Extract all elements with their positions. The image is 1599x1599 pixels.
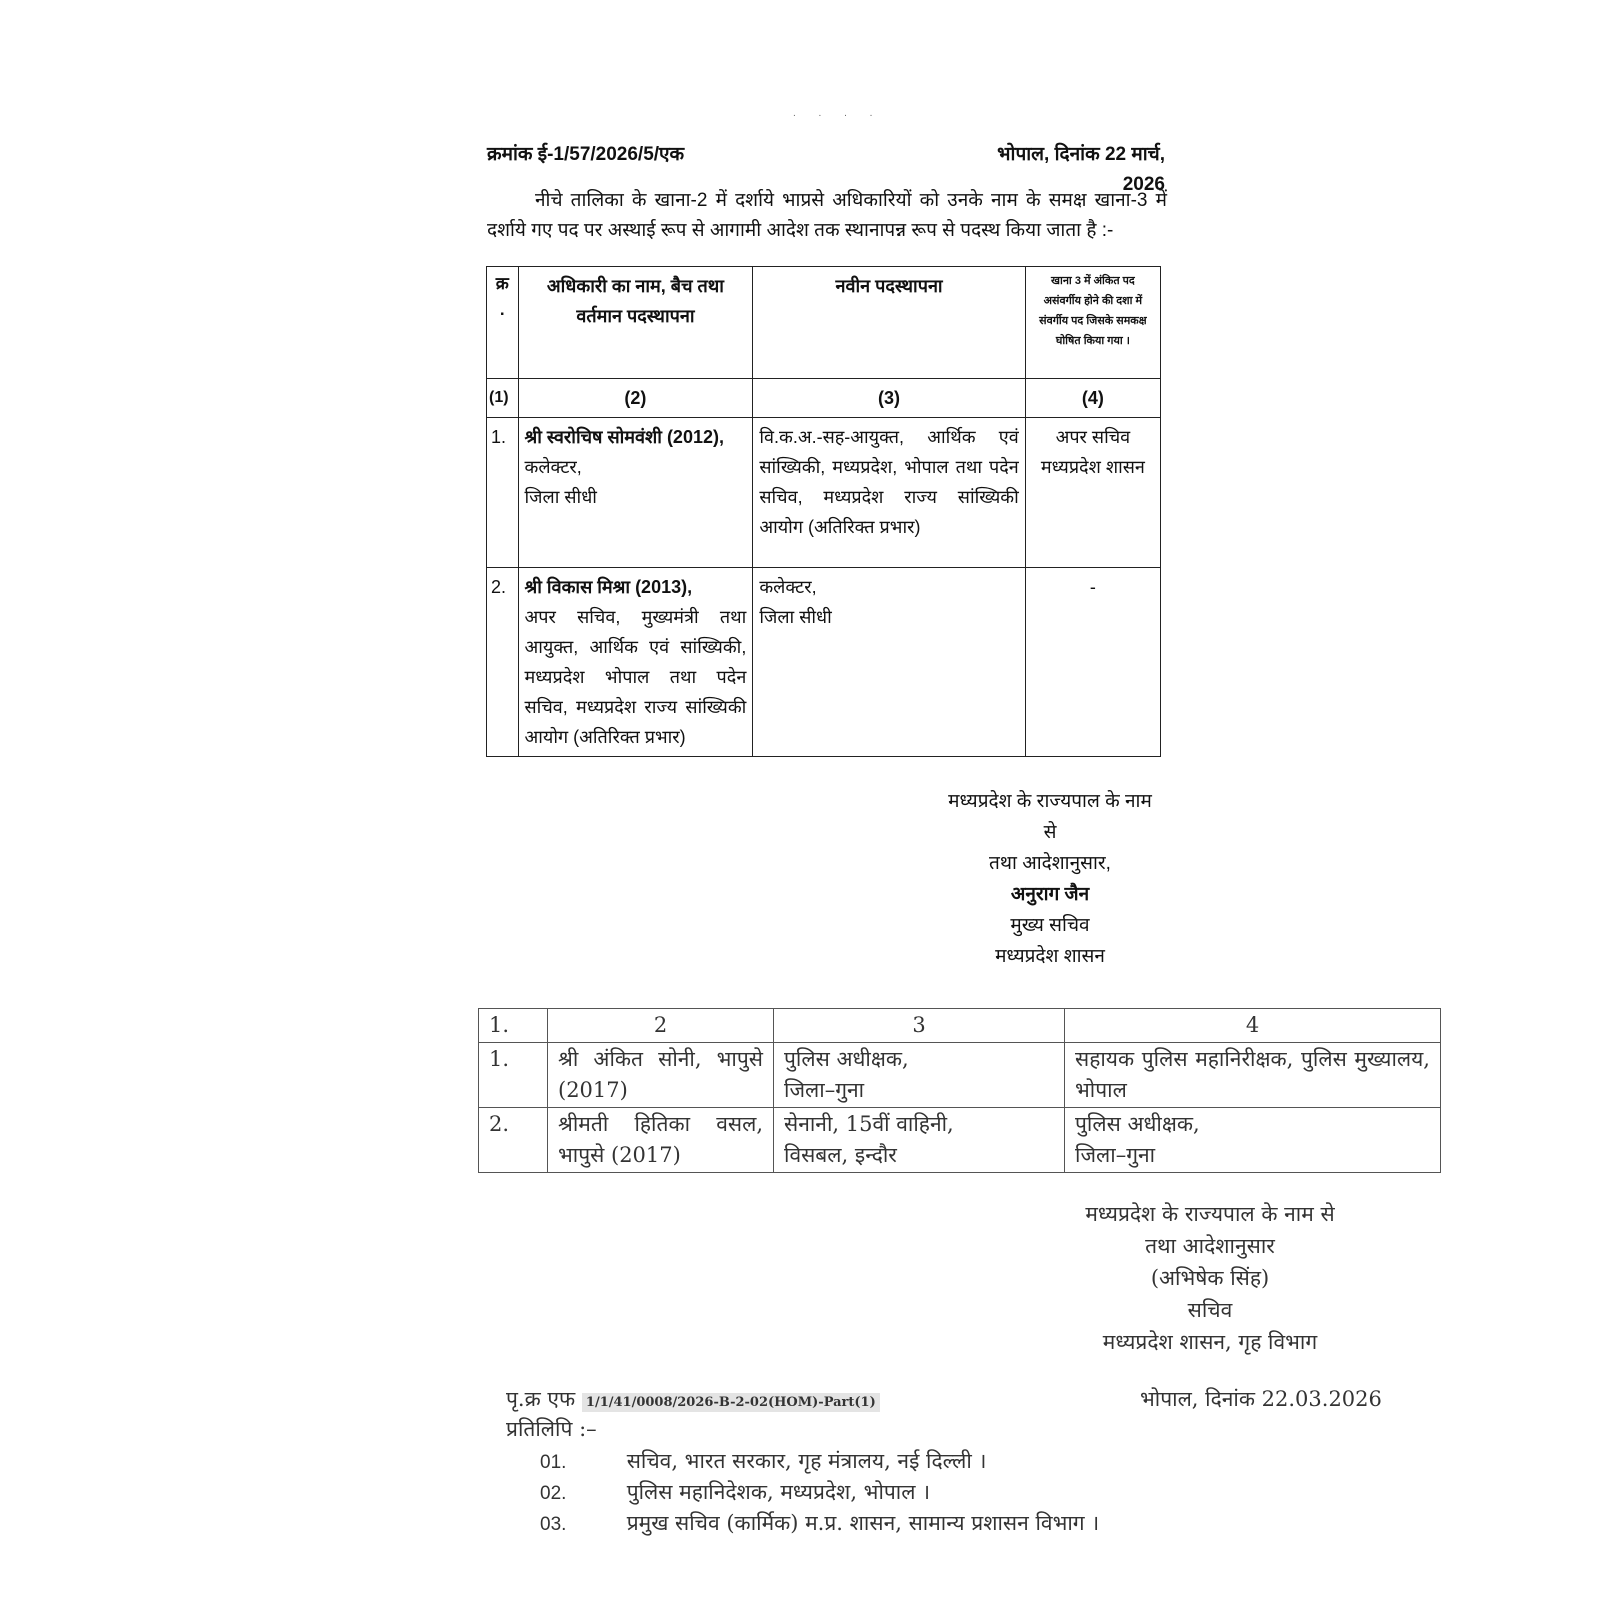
header-equivalent-post: खाना 3 में अंकित पद असंवर्गीय होने की दशा में संवर्गीय पद जिसके समकक्ष घोषित किया गया । bbox=[1025, 267, 1160, 379]
officer-name: श्री विकास मिश्रा (2013), bbox=[524, 577, 693, 597]
header-dots: . . . . bbox=[793, 108, 883, 119]
copy-recipient: पुलिस महानिदेशक, मध्यप्रदेश, भोपाल । bbox=[626, 1480, 931, 1504]
intro-line-2: पद पर अस्थाई रूप से आगामी आदेश तक स्थानापन्न रूप से पदस्थ किया जाता है :- bbox=[557, 220, 1114, 241]
sig2-line1: मध्यप्रदेश के राज्यपाल के नाम से bbox=[1085, 1202, 1335, 1226]
row-new-post: वि.क.अ.-सह-आयुक्त, आर्थिक एवं सांख्यिकी, मध्यप्रदेश, भोपाल तथा पदेन सचिव, मध्यप्रदेश राज्य सांख्यिकी आयोग (अतिरिक्त प्रभार) bbox=[753, 418, 1025, 568]
officer-current-post: कलेक्टर, जिला सीधी bbox=[524, 457, 597, 507]
order-place-date: भोपाल, दिनांक 22 मार्च, 2026 bbox=[997, 144, 1165, 195]
t2-row-serial: 1. bbox=[479, 1043, 548, 1108]
t2-row-officer: श्री अंकित सोनी, भापुसे (2017) bbox=[548, 1043, 774, 1108]
header-serial: क्र . bbox=[487, 267, 519, 379]
order-intro bbox=[487, 186, 1167, 246]
list-item bbox=[540, 1509, 1099, 1537]
table-row bbox=[487, 568, 1161, 757]
t2-row-new-post bbox=[1065, 1108, 1441, 1173]
t2-current-text: पुलिस अधीक्षक, जिला–गुना bbox=[784, 1047, 909, 1102]
t2-new-post-text: पुलिस अधीक्षक, जिला–गुना bbox=[1075, 1112, 1200, 1167]
copy-number: 01. bbox=[540, 1452, 567, 1473]
t2-row-current bbox=[774, 1043, 1065, 1108]
row-equivalent: - bbox=[1025, 568, 1160, 757]
colnum-4: (4) bbox=[1025, 379, 1160, 418]
list-item bbox=[540, 1447, 986, 1475]
copy-number: 02. bbox=[540, 1483, 567, 1504]
endorsement-number bbox=[506, 1385, 880, 1413]
sig1-name: अनुराग जैन bbox=[1010, 884, 1090, 905]
officer-current-post: अपर सचिव, मुख्यमंत्री तथा आयुक्त, आर्थिक एवं सांख्यिकी, मध्यप्रदेश भोपाल तथा पदेन सचिव, मध्यप्रदेश राज्य सांख्यिकी आयोग (अतिरिक्त प्रभार) bbox=[524, 607, 747, 747]
order-number: क्रमांक ई-1/57/2026/5/एक bbox=[487, 144, 685, 165]
t2-header-4: 4 bbox=[1065, 1009, 1441, 1043]
t2-current-text: सेनानी, 15वीं वाहिनी, विसबल, इन्दौर bbox=[784, 1112, 954, 1167]
t2-row-current bbox=[774, 1108, 1065, 1173]
t2-header-1: 1. bbox=[479, 1009, 548, 1043]
table-header-row bbox=[479, 1009, 1441, 1043]
sig1-line2: तथा आदेशानुसार, bbox=[989, 853, 1111, 874]
colnum-3: (3) bbox=[753, 379, 1025, 418]
row-officer bbox=[518, 418, 753, 568]
sig2-designation: सचिव bbox=[1187, 1298, 1233, 1322]
row-officer bbox=[518, 568, 753, 757]
sig1-designation: मुख्य सचिव bbox=[1010, 915, 1090, 936]
header-officer: अधिकारी का नाम, बैच तथा वर्तमान पदस्थापना bbox=[518, 267, 753, 379]
sig2-name: (अभिषेक सिंह) bbox=[1150, 1266, 1270, 1290]
colnum-2: (2) bbox=[518, 379, 753, 418]
sig2-line2: तथा आदेशानुसार bbox=[1145, 1234, 1275, 1258]
list-item bbox=[540, 1478, 930, 1506]
table-row bbox=[479, 1108, 1441, 1173]
new-post-text: कलेक्टर, जिला सीधी bbox=[759, 577, 832, 627]
sig1-line1: मध्यप्रदेश के राज्यपाल के नाम से bbox=[948, 791, 1152, 843]
row-serial: 1. bbox=[487, 418, 519, 568]
signature-block-1 bbox=[940, 786, 1160, 972]
t2-row-officer: श्रीमती हितिका वसल, भापुसे (2017) bbox=[548, 1108, 774, 1173]
file-reference: 1/1/41/0008/2026-B-2-02(HOM)-Part(1) bbox=[582, 1393, 880, 1412]
t2-row-new-post: सहायक पुलिस महानिरीक्षक, पुलिस मुख्यालय, भोपाल bbox=[1065, 1043, 1441, 1108]
row-serial: 2. bbox=[487, 568, 519, 757]
posting-table-ias bbox=[486, 266, 1161, 757]
sig2-office: मध्यप्रदेश शासन, गृह विभाग bbox=[1102, 1330, 1318, 1354]
endorsement-prefix: पृ.क्र एफ bbox=[506, 1387, 576, 1411]
endorsement-place-date: भोपाल, दिनांक 22.03.2026 bbox=[1140, 1387, 1382, 1411]
copy-number: 03. bbox=[540, 1514, 567, 1535]
copy-recipient: प्रमुख सचिव (कार्मिक) म.प्र. शासन, सामान्य प्रशासन विभाग । bbox=[626, 1511, 1100, 1535]
colnum-1: (1) bbox=[487, 379, 519, 418]
row-equivalent: अपर सचिव मध्यप्रदेश शासन bbox=[1025, 418, 1160, 568]
posting-table-ips bbox=[478, 1008, 1441, 1173]
sig1-office: मध्यप्रदेश शासन bbox=[995, 946, 1105, 967]
table-column-numbers bbox=[487, 379, 1161, 418]
copy-label: प्रतिलिपि :– bbox=[506, 1417, 597, 1441]
intro-line-1: नीचे तालिका के खाना-2 में दर्शाये भाप्रसे अधिकारियों को उनके नाम के समक्ष खाना-3 में दर्शाये गए bbox=[487, 190, 1167, 241]
row-new-post bbox=[753, 568, 1025, 757]
signature-block-2 bbox=[1040, 1198, 1380, 1358]
header-new-posting: नवीन पदस्थापना bbox=[753, 267, 1025, 379]
table-row bbox=[479, 1043, 1441, 1108]
copy-recipient: सचिव, भारत सरकार, गृह मंत्रालय, नई दिल्ली । bbox=[626, 1449, 987, 1473]
t2-header-3: 3 bbox=[774, 1009, 1065, 1043]
t2-row-serial: 2. bbox=[479, 1108, 548, 1173]
t2-header-2: 2 bbox=[548, 1009, 774, 1043]
officer-name: श्री स्वरोचिष सोमवंशी (2012), bbox=[524, 427, 724, 447]
table-row bbox=[487, 418, 1161, 568]
table-header-row bbox=[487, 267, 1161, 379]
